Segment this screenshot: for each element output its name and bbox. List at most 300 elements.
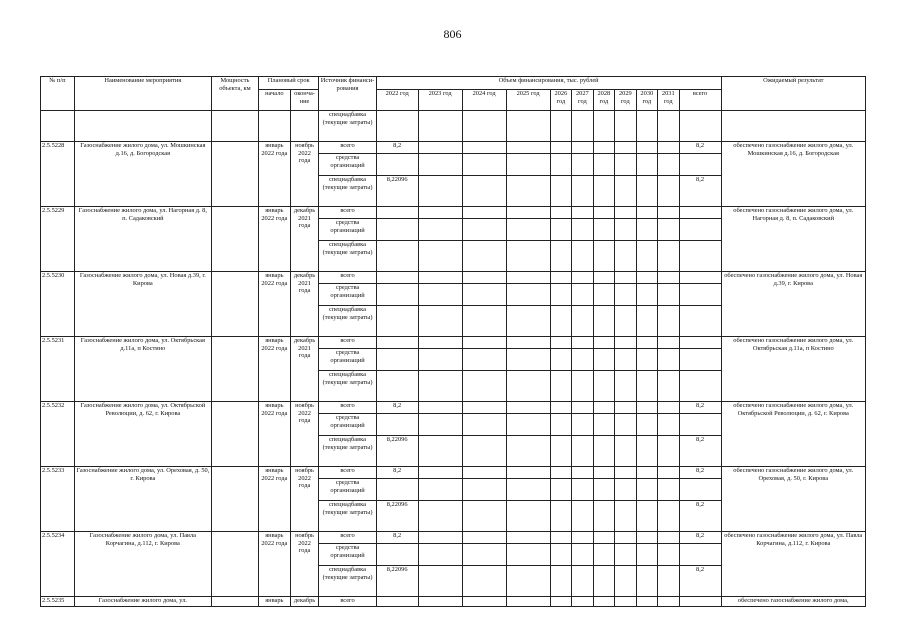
- row-number: 2.5.5233: [41, 467, 75, 532]
- end-date: декабрь 2021 года: [290, 272, 319, 337]
- expected-result: обеспечено газоснабжение жилого дома, ул. Октябрьской Революции, д. 62, г. Кирова: [721, 402, 865, 467]
- empty-cell: [506, 142, 550, 154]
- empty-cell: [462, 532, 506, 544]
- empty-cell: [636, 207, 657, 219]
- empty-cell: [615, 241, 636, 272]
- empty-cell: [636, 414, 657, 436]
- expected-result: обеспечено газоснабжение жилого дома, ул. Павла Корчагина, д.112, г. Кирова: [721, 532, 865, 597]
- empty-cell: [506, 306, 550, 337]
- empty-cell: [572, 436, 593, 467]
- measure-name: Газоснабжение жилого дома, ул. Новая д.39, г. Кирова: [74, 272, 211, 337]
- measure-name: Газоснабжение жилого дома, ул. Мошкинская д.16, д. Богородская: [74, 142, 211, 207]
- empty-cell: [636, 467, 657, 479]
- end-date: ноябрь 2022 года: [290, 532, 319, 597]
- empty-cell: [593, 371, 614, 402]
- empty-cell: [462, 566, 506, 597]
- empty-cell: [658, 501, 679, 532]
- value-2022: 8,2: [376, 142, 418, 154]
- empty-cell: [593, 306, 614, 337]
- source-cell: всего: [319, 467, 376, 479]
- start-date: январь 2022 года: [258, 142, 290, 207]
- empty-cell: [615, 479, 636, 501]
- empty-cell: [462, 467, 506, 479]
- source-cell: всего: [319, 142, 376, 154]
- empty-cell: [636, 566, 657, 597]
- measure-name: Газоснабжение жилого дома, ул. Нагорная д. 8, п. Садаковский: [74, 207, 211, 272]
- empty-cell: [593, 479, 614, 501]
- empty-cell: [658, 306, 679, 337]
- expected-result: обеспечено газоснабжение жилого дома, ул. Новая д.39, г. Кирова: [721, 272, 865, 337]
- value-total: 8,2: [679, 566, 721, 597]
- empty-cell: [658, 154, 679, 176]
- measure-name: Газоснабжение жилого дома, ул. Ореховая, д. 50, г. Кирова: [74, 467, 211, 532]
- empty-cell: [721, 111, 865, 142]
- empty-cell: [550, 272, 571, 284]
- empty-cell: [462, 241, 506, 272]
- start-date: январь 2022 года: [258, 207, 290, 272]
- empty-cell: [593, 566, 614, 597]
- empty-cell: [550, 349, 571, 371]
- year-header: 2025 год: [506, 90, 550, 111]
- source-cell: всего: [319, 532, 376, 544]
- empty-cell: [462, 479, 506, 501]
- empty-cell: [636, 284, 657, 306]
- empty-cell: [615, 566, 636, 597]
- empty-cell: [550, 414, 571, 436]
- year-header: 2030 год: [636, 90, 657, 111]
- empty-cell: [572, 479, 593, 501]
- year-header: 2029 год: [615, 90, 636, 111]
- empty-cell: [258, 111, 290, 142]
- source-cell: средства организаций: [319, 349, 376, 371]
- empty-cell: [593, 402, 614, 414]
- empty-cell: [376, 597, 418, 607]
- source-cell: спецнадбавка (текущие затраты): [319, 111, 376, 142]
- table-row: [41, 207, 866, 219]
- empty-cell: [462, 284, 506, 306]
- year-header: 2024 год: [462, 90, 506, 111]
- capacity-cell: [211, 402, 258, 467]
- value-2022: [376, 479, 418, 501]
- source-cell: средства организаций: [319, 544, 376, 566]
- year-header: 2027 год: [572, 90, 593, 111]
- empty-cell: [418, 501, 462, 532]
- value-total: 8,2: [679, 402, 721, 414]
- value-2022: [376, 272, 418, 284]
- empty-cell: [572, 154, 593, 176]
- empty-cell: [462, 436, 506, 467]
- empty-cell: [636, 402, 657, 414]
- empty-cell: [615, 111, 636, 142]
- value-total: [679, 207, 721, 219]
- empty-cell: [593, 414, 614, 436]
- value-2022: [376, 207, 418, 219]
- empty-cell: [636, 142, 657, 154]
- empty-cell: [636, 436, 657, 467]
- col-num-header: № п/п: [41, 77, 75, 111]
- source-cell: всего: [319, 272, 376, 284]
- empty-cell: [550, 436, 571, 467]
- year-header: 2026 год: [550, 90, 571, 111]
- empty-cell: [615, 219, 636, 241]
- value-2022: 8,2: [376, 467, 418, 479]
- empty-cell: [506, 597, 550, 607]
- empty-cell: [636, 532, 657, 544]
- empty-cell: [636, 501, 657, 532]
- empty-cell: [636, 272, 657, 284]
- empty-cell: [615, 349, 636, 371]
- empty-cell: [506, 284, 550, 306]
- empty-cell: [506, 176, 550, 207]
- table-row: [41, 402, 866, 414]
- empty-cell: [572, 241, 593, 272]
- empty-cell: [572, 284, 593, 306]
- source-cell: всего: [319, 402, 376, 414]
- col-capacity-header: Мощность объекта, км: [211, 77, 258, 111]
- empty-cell: [418, 436, 462, 467]
- empty-cell: [550, 337, 571, 349]
- empty-cell: [462, 414, 506, 436]
- empty-cell: [462, 597, 506, 607]
- empty-cell: [550, 566, 571, 597]
- empty-cell: [615, 142, 636, 154]
- empty-cell: [290, 111, 319, 142]
- empty-cell: [418, 349, 462, 371]
- year-header: 2023 год: [418, 90, 462, 111]
- empty-cell: [506, 349, 550, 371]
- capacity-cell: [211, 337, 258, 402]
- empty-cell: [658, 467, 679, 479]
- empty-cell: [572, 142, 593, 154]
- value-total: [679, 241, 721, 272]
- empty-cell: [550, 284, 571, 306]
- start-date: январь 2022 года: [258, 402, 290, 467]
- value-2022: [376, 414, 418, 436]
- empty-cell: [506, 219, 550, 241]
- empty-cell: [418, 337, 462, 349]
- measure-name: Газоснабжение жилого дома, ул. Павла Корчагина, д.112, г. Кирова: [74, 532, 211, 597]
- empty-cell: [418, 284, 462, 306]
- empty-cell: [418, 402, 462, 414]
- value-total: [679, 544, 721, 566]
- value-2022: 8,22096: [376, 436, 418, 467]
- empty-cell: [506, 532, 550, 544]
- empty-cell: [418, 544, 462, 566]
- empty-cell: [615, 532, 636, 544]
- start-date: январь 2022 года: [258, 532, 290, 597]
- empty-cell: [418, 272, 462, 284]
- empty-cell: [572, 597, 593, 607]
- value-total: [679, 349, 721, 371]
- value-total: 8,2: [679, 142, 721, 154]
- value-2022: 8,2: [376, 402, 418, 414]
- source-cell: спецнадбавка (текущие затраты): [319, 176, 376, 207]
- source-cell: средства организаций: [319, 154, 376, 176]
- empty-cell: [506, 479, 550, 501]
- empty-cell: [572, 402, 593, 414]
- empty-cell: [572, 337, 593, 349]
- value-total: [679, 306, 721, 337]
- empty-cell: [550, 544, 571, 566]
- empty-cell: [572, 272, 593, 284]
- empty-cell: [462, 402, 506, 414]
- empty-cell: [658, 176, 679, 207]
- empty-cell: [572, 207, 593, 219]
- empty-cell: [418, 467, 462, 479]
- empty-cell: [462, 154, 506, 176]
- year-header: 2022 год: [376, 90, 418, 111]
- empty-cell: [506, 402, 550, 414]
- empty-cell: [506, 111, 550, 142]
- col-source-header: Источник финанси-рования: [319, 77, 376, 111]
- empty-cell: [211, 111, 258, 142]
- empty-cell: [572, 501, 593, 532]
- value-2022: [376, 219, 418, 241]
- empty-cell: [593, 436, 614, 467]
- empty-cell: [462, 272, 506, 284]
- empty-cell: [506, 371, 550, 402]
- empty-cell: [462, 219, 506, 241]
- empty-cell: [572, 566, 593, 597]
- empty-cell: [572, 371, 593, 402]
- empty-cell: [550, 176, 571, 207]
- empty-cell: [615, 414, 636, 436]
- empty-cell: [658, 402, 679, 414]
- table-row: [41, 597, 866, 607]
- empty-cell: [506, 414, 550, 436]
- empty-cell: [593, 176, 614, 207]
- row-number: 2.5.5228: [41, 142, 75, 207]
- empty-cell: [462, 349, 506, 371]
- source-cell: спецнадбавка (текущие затраты): [319, 371, 376, 402]
- empty-cell: [550, 371, 571, 402]
- financing-table: [40, 76, 866, 607]
- row-number: 2.5.5232: [41, 402, 75, 467]
- table-row: [41, 467, 866, 479]
- empty-cell: [418, 176, 462, 207]
- empty-cell: [658, 142, 679, 154]
- col-volume-header: Объем финансирования, тыс. рублей: [376, 77, 721, 90]
- capacity-cell: [211, 272, 258, 337]
- empty-cell: [593, 142, 614, 154]
- capacity-cell: [211, 207, 258, 272]
- empty-cell: [593, 544, 614, 566]
- row-number: 2.5.5234: [41, 532, 75, 597]
- empty-cell: [418, 479, 462, 501]
- empty-cell: [462, 337, 506, 349]
- empty-cell: [550, 142, 571, 154]
- value-2022: 8,22096: [376, 176, 418, 207]
- table-row: [41, 142, 866, 154]
- empty-cell: [636, 219, 657, 241]
- empty-cell: [615, 176, 636, 207]
- empty-cell: [376, 111, 418, 142]
- empty-cell: [462, 207, 506, 219]
- empty-cell: [418, 371, 462, 402]
- col-period-header: Плановый срок: [258, 77, 318, 90]
- expected-result: обеспечено газоснабжение жилого дома,: [721, 597, 865, 607]
- empty-cell: [636, 154, 657, 176]
- expected-result: обеспечено газоснабжение жилого дома, ул. Октябрьская д.11а, п Костино: [721, 337, 865, 402]
- empty-cell: [615, 154, 636, 176]
- row-number: 2.5.5229: [41, 207, 75, 272]
- empty-cell: [615, 207, 636, 219]
- source-cell: всего: [319, 597, 376, 607]
- empty-cell: [418, 306, 462, 337]
- empty-cell: [550, 597, 571, 607]
- empty-cell: [593, 349, 614, 371]
- table-row: [41, 337, 866, 349]
- empty-cell: [593, 337, 614, 349]
- empty-cell: [636, 371, 657, 402]
- source-cell: спецнадбавка (текущие затраты): [319, 306, 376, 337]
- source-cell: средства организаций: [319, 414, 376, 436]
- end-date: декабрь: [290, 597, 319, 607]
- empty-cell: [615, 337, 636, 349]
- source-cell: средства организаций: [319, 219, 376, 241]
- empty-cell: [550, 402, 571, 414]
- end-date: ноябрь 2022 года: [290, 142, 319, 207]
- measure-name: Газоснабжение жилого дома, ул.: [74, 597, 211, 607]
- capacity-cell: [211, 597, 258, 607]
- value-2022: [376, 371, 418, 402]
- empty-cell: [658, 597, 679, 607]
- empty-cell: [418, 597, 462, 607]
- empty-cell: [658, 479, 679, 501]
- empty-cell: [418, 142, 462, 154]
- empty-cell: [550, 306, 571, 337]
- empty-cell: [658, 207, 679, 219]
- capacity-cell: [211, 467, 258, 532]
- empty-cell: [462, 176, 506, 207]
- start-date: январь: [258, 597, 290, 607]
- value-2022: [376, 544, 418, 566]
- empty-cell: [636, 241, 657, 272]
- empty-cell: [615, 436, 636, 467]
- empty-cell: [615, 306, 636, 337]
- empty-cell: [636, 306, 657, 337]
- empty-cell: [658, 532, 679, 544]
- source-cell: спецнадбавка (текущие затраты): [319, 436, 376, 467]
- source-cell: спецнадбавка (текущие затраты): [319, 566, 376, 597]
- empty-cell: [636, 337, 657, 349]
- end-date: декабрь 2021 года: [290, 207, 319, 272]
- empty-cell: [462, 501, 506, 532]
- value-total: 8,2: [679, 436, 721, 467]
- empty-cell: [462, 371, 506, 402]
- value-2022: [376, 154, 418, 176]
- value-total: 8,2: [679, 532, 721, 544]
- empty-cell: [418, 532, 462, 544]
- empty-cell: [679, 111, 721, 142]
- empty-cell: [593, 284, 614, 306]
- col-start-header: начало: [258, 90, 290, 111]
- measure-name: Газоснабжение жилого дома, ул. Октябрьской Революции, д. 62, г. Кирова: [74, 402, 211, 467]
- empty-cell: [615, 402, 636, 414]
- empty-cell: [550, 207, 571, 219]
- empty-cell: [462, 142, 506, 154]
- empty-cell: [572, 306, 593, 337]
- col-name-header: Наименование мероприятия: [74, 77, 211, 111]
- expected-result: обеспечено газоснабжение жилого дома, ул. Ореховая, д. 50, г. Кирова: [721, 467, 865, 532]
- start-date: январь 2022 года: [258, 337, 290, 402]
- year-header: 2031 год: [658, 90, 679, 111]
- empty-cell: [550, 479, 571, 501]
- empty-cell: [658, 272, 679, 284]
- empty-cell: [572, 467, 593, 479]
- empty-cell: [636, 111, 657, 142]
- row-number: 2.5.5230: [41, 272, 75, 337]
- row-number: 2.5.5235: [41, 597, 75, 607]
- empty-cell: [593, 501, 614, 532]
- empty-cell: [550, 532, 571, 544]
- empty-cell: [506, 207, 550, 219]
- empty-cell: [418, 219, 462, 241]
- table-row: [41, 272, 866, 284]
- empty-cell: [572, 544, 593, 566]
- empty-cell: [658, 111, 679, 142]
- value-total: [679, 219, 721, 241]
- start-date: январь 2022 года: [258, 272, 290, 337]
- table-row: [41, 111, 866, 142]
- empty-cell: [418, 154, 462, 176]
- value-2022: [376, 306, 418, 337]
- empty-cell: [658, 544, 679, 566]
- empty-cell: [615, 597, 636, 607]
- value-2022: 8,2: [376, 532, 418, 544]
- empty-cell: [658, 284, 679, 306]
- empty-cell: [679, 597, 721, 607]
- source-cell: спецнадбавка (текущие затраты): [319, 501, 376, 532]
- empty-cell: [506, 241, 550, 272]
- empty-cell: [658, 349, 679, 371]
- empty-cell: [572, 414, 593, 436]
- empty-cell: [550, 241, 571, 272]
- value-2022: [376, 349, 418, 371]
- end-date: ноябрь 2022 года: [290, 402, 319, 467]
- col-result-header: Ожидаемый результат: [721, 77, 865, 111]
- start-date: январь 2022 года: [258, 467, 290, 532]
- expected-result: обеспечено газоснабжение жилого дома, ул. Нагорная д. 8, п. Садаковский: [721, 207, 865, 272]
- empty-cell: [593, 272, 614, 284]
- capacity-cell: [211, 532, 258, 597]
- empty-cell: [506, 436, 550, 467]
- empty-cell: [506, 467, 550, 479]
- empty-cell: [658, 337, 679, 349]
- value-total: 8,2: [679, 467, 721, 479]
- end-date: ноябрь 2022 года: [290, 467, 319, 532]
- value-total: [679, 272, 721, 284]
- empty-cell: [550, 467, 571, 479]
- page-number: 806: [443, 27, 462, 41]
- empty-cell: [506, 544, 550, 566]
- empty-cell: [506, 337, 550, 349]
- empty-cell: [418, 241, 462, 272]
- empty-cell: [418, 414, 462, 436]
- year-header: 2028 год: [593, 90, 614, 111]
- empty-cell: [550, 501, 571, 532]
- value-2022: [376, 284, 418, 306]
- empty-cell: [658, 414, 679, 436]
- empty-cell: [636, 176, 657, 207]
- empty-cell: [615, 272, 636, 284]
- empty-cell: [506, 501, 550, 532]
- value-total: [679, 414, 721, 436]
- empty-cell: [615, 371, 636, 402]
- empty-cell: [506, 272, 550, 284]
- source-cell: средства организаций: [319, 479, 376, 501]
- empty-cell: [615, 284, 636, 306]
